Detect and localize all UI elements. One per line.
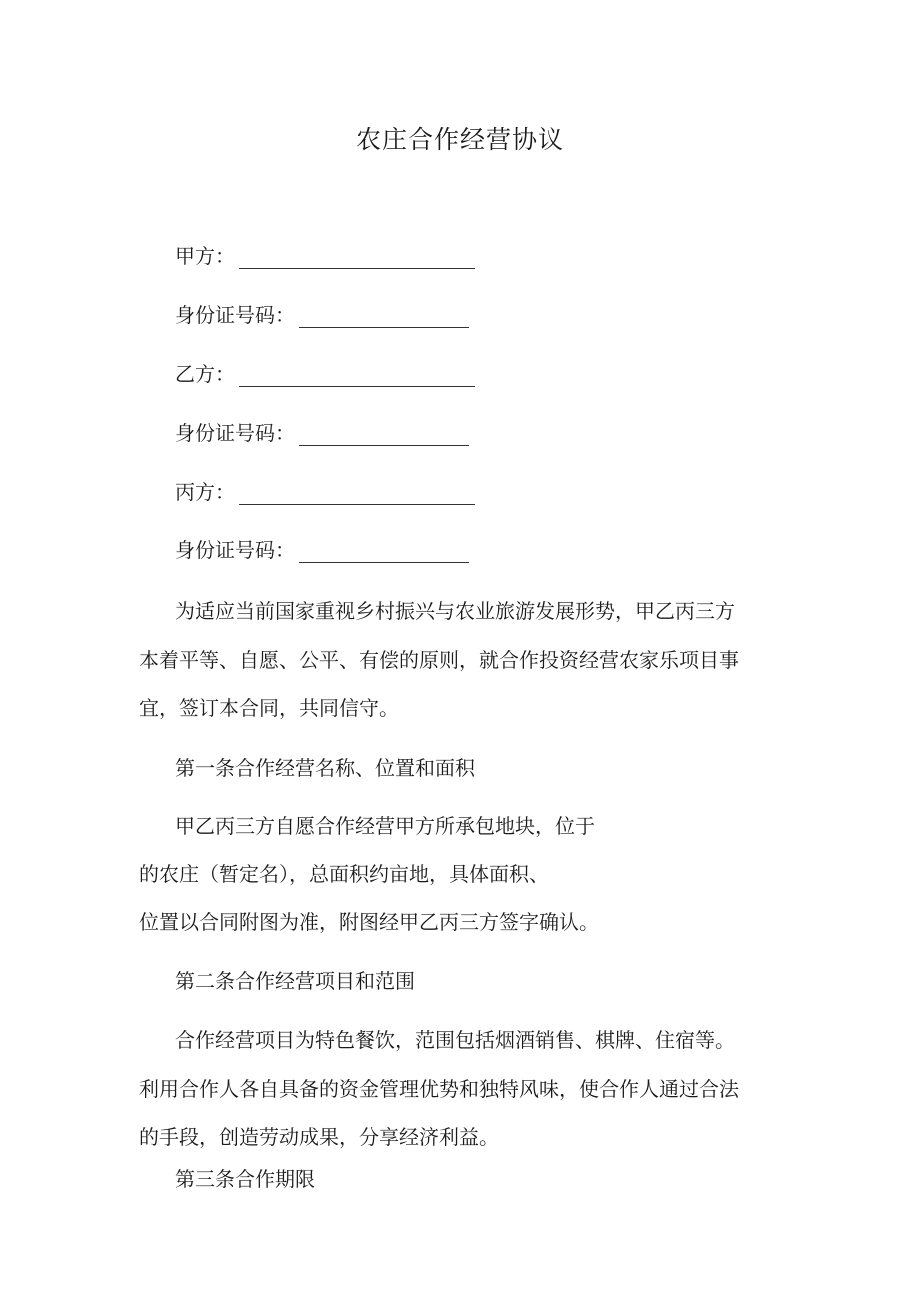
party-c-blank[interactable] (239, 486, 475, 505)
article-1-heading: 第一条合作经营名称、位置和面积 (175, 756, 475, 780)
intro-line: 本着平等、自愿、公平、有偿的原则，就合作投资经营农家乐项目事 (139, 648, 739, 672)
party-b-id-blank[interactable] (299, 427, 469, 446)
party-b-blank[interactable] (239, 368, 475, 387)
party-a-id-label: 身份证号码： (175, 303, 295, 327)
article-2-line: 合作经营项目为特色餐饮，范围包括烟酒销售、棋牌、住宿等。 (175, 1028, 735, 1052)
party-c-id-label: 身份证号码： (175, 538, 295, 562)
article-1-line: 甲乙丙三方自愿合作经营甲方所承包地块，位于 (175, 814, 595, 838)
article-1-line: 的农庄（暂定名），总面积约亩地，具体面积、 (139, 862, 549, 886)
party-b-label: 乙方： (175, 362, 235, 386)
party-b-field (175, 361, 475, 387)
article-3-heading: 第三条合作期限 (175, 1167, 315, 1191)
party-a-id-blank[interactable] (299, 309, 469, 328)
party-b-id-label: 身份证号码： (175, 421, 295, 445)
party-a-field (175, 243, 475, 269)
party-c-field (175, 479, 475, 505)
article-2-heading: 第二条合作经营项目和范围 (175, 969, 415, 993)
intro-line: 为适应当前国家重视乡村振兴与农业旅游发展形势，甲乙丙三方 (175, 599, 735, 623)
party-a-blank[interactable] (239, 250, 475, 269)
party-c-id-blank[interactable] (299, 544, 469, 563)
party-b-id-field (175, 420, 469, 446)
article-1-line: 位置以合同附图为准，附图经甲乙丙三方签字确认。 (139, 910, 599, 934)
article-2-line: 的手段，创造劳动成果，分享经济利益。 (139, 1125, 499, 1149)
party-c-label: 丙方： (175, 480, 235, 504)
intro-line: 宜，签订本合同，共同信守。 (139, 696, 399, 720)
party-c-id-field (175, 537, 469, 563)
party-a-id-field (175, 302, 469, 328)
document-title: 农庄合作经营协议 (355, 125, 564, 154)
article-2-line: 利用合作人各自具备的资金管理优势和独特风味，使合作人通过合法 (139, 1077, 739, 1101)
party-a-label: 甲方： (175, 244, 235, 268)
